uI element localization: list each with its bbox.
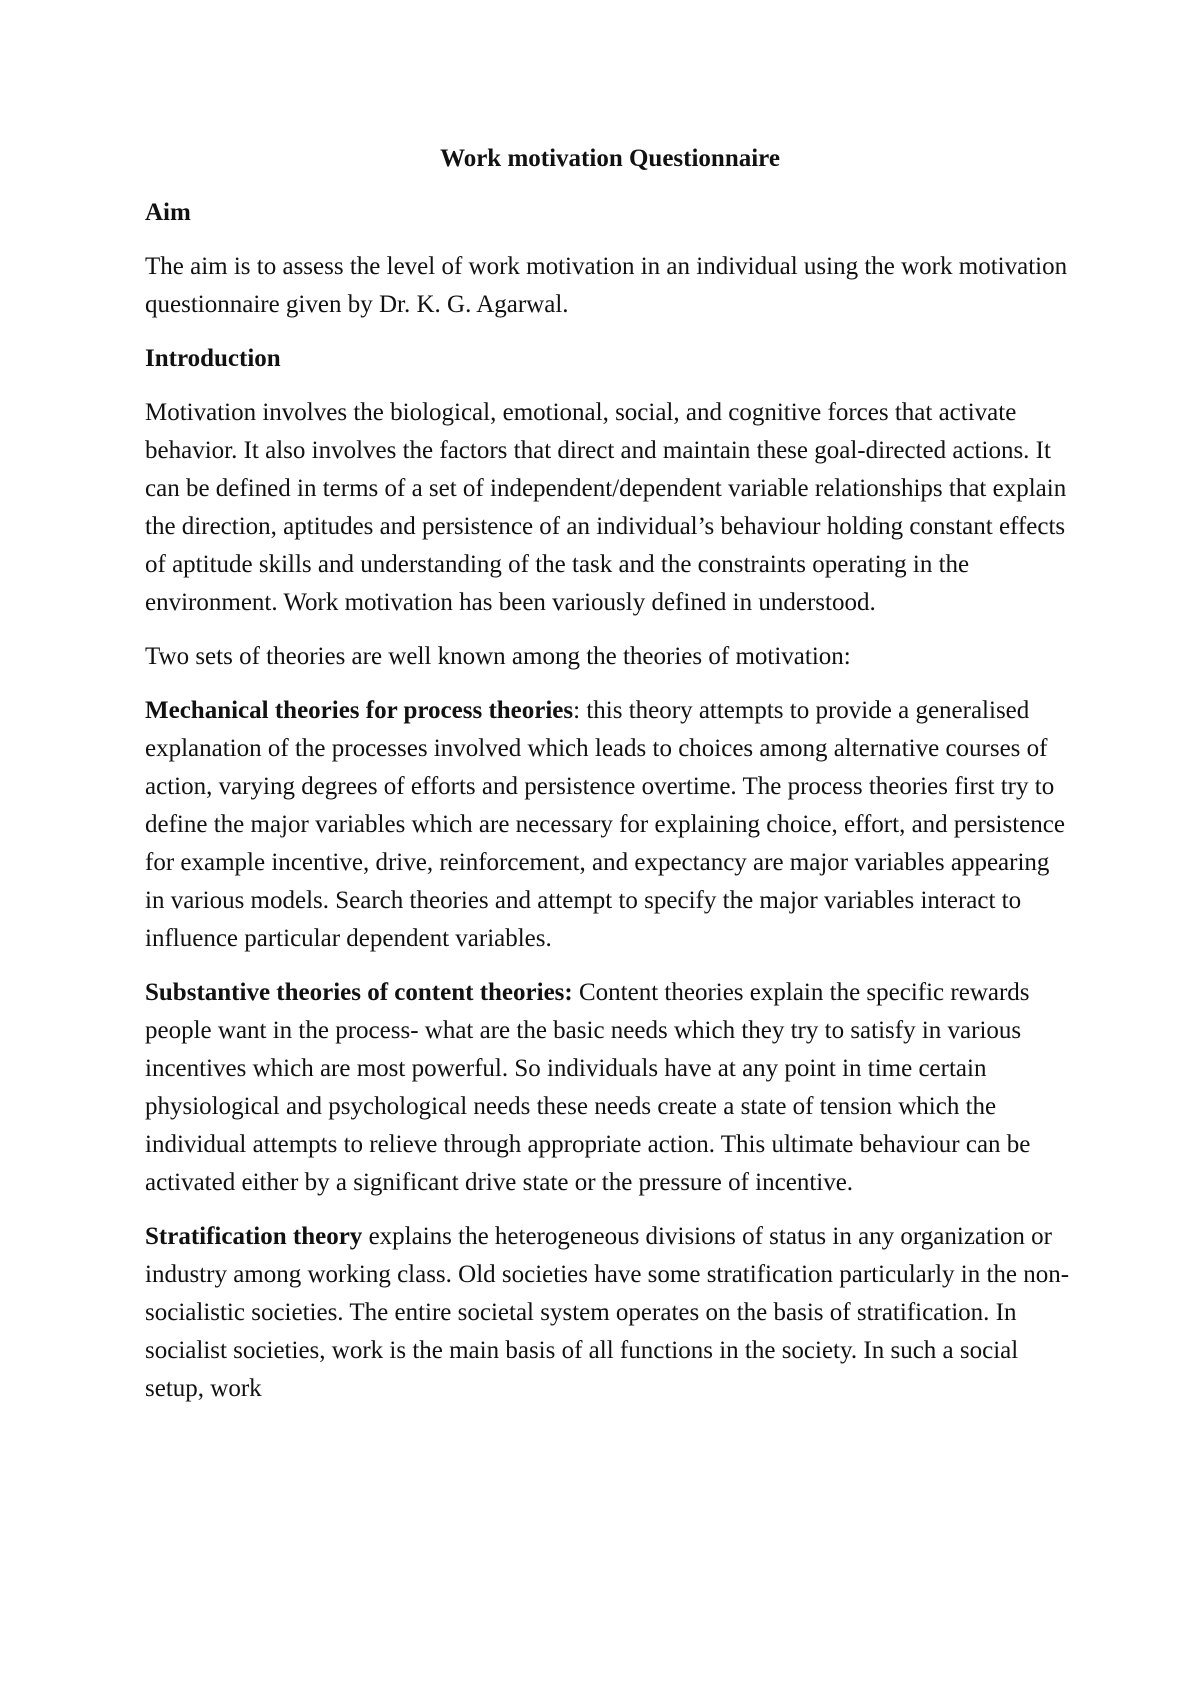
substantive-theories-paragraph [145, 974, 1075, 1202]
introduction-paragraph-2: Two sets of theories are well known among the theories of motivation: [145, 643, 851, 670]
stratification-theory-lead: Stratification theory [145, 1223, 363, 1250]
stratification-theory-paragraph [145, 1218, 1075, 1408]
introduction-paragraph-1: Motivation involves the biological, emotional, social, and cognitive forces that activate behavior. It also involves the factors that direct and maintain these goal-directed actions. It can be defined in terms of a set of independent/dependent variable relationships that explain the direction, aptitudes and persistence of an individual’s behaviour holding constant effects of aptitude skills and understanding of the task and the constraints operating in the environment. Work motivation has been variously defined in understood. [145, 399, 1067, 616]
substantive-theories-text: Content theories explain the specific rewards people want in the process- what are the basic needs which they try to satisfy in various incentives which are most powerful. So individuals have at any point in time certain physiological and psychological needs these needs create a state of tension which the individual attempts to relieve through appropriate action. This ultimate behaviour can be activated either by a significant drive state or the pressure of incentive. [145, 979, 1031, 1196]
stratification-theory-text: explains the heterogeneous divisions of status in any organization or industry among working class. Old societies have some stratification particularly in the non-socialistic societies. The entire societal system operates on the basis of stratification. In socialist societies, work is the main basis of all functions in the society. In such a social setup, work [145, 1223, 1070, 1402]
document-body [145, 140, 1075, 1424]
mechanical-theories-text: : this theory attempts to provide a generalised explanation of the processes involved which leads to choices among alternative courses of action, varying degrees of efforts and persistence overtime. The process theories first try to define the major variables which are necessary for explaining choice, effort, and persistence for example incentive, drive, reinforcement, and expectancy are major variables appearing in various models. Search theories and attempt to specify the major variables interact to influence particular dependent variables. [145, 697, 1065, 952]
aim-heading: Aim [145, 199, 191, 226]
mechanical-theories-lead: Mechanical theories for process theories [145, 697, 574, 724]
aim-paragraph: The aim is to assess the level of work motivation in an individual using the work motivation questionnaire given by Dr. K. G. Agarwal. [145, 253, 1068, 318]
document-title: Work motivation Questionnaire [440, 145, 780, 172]
introduction-heading: Introduction [145, 345, 281, 372]
substantive-theories-lead: Substantive theories of content theories: [145, 979, 573, 1006]
mechanical-theories-paragraph [145, 692, 1075, 958]
